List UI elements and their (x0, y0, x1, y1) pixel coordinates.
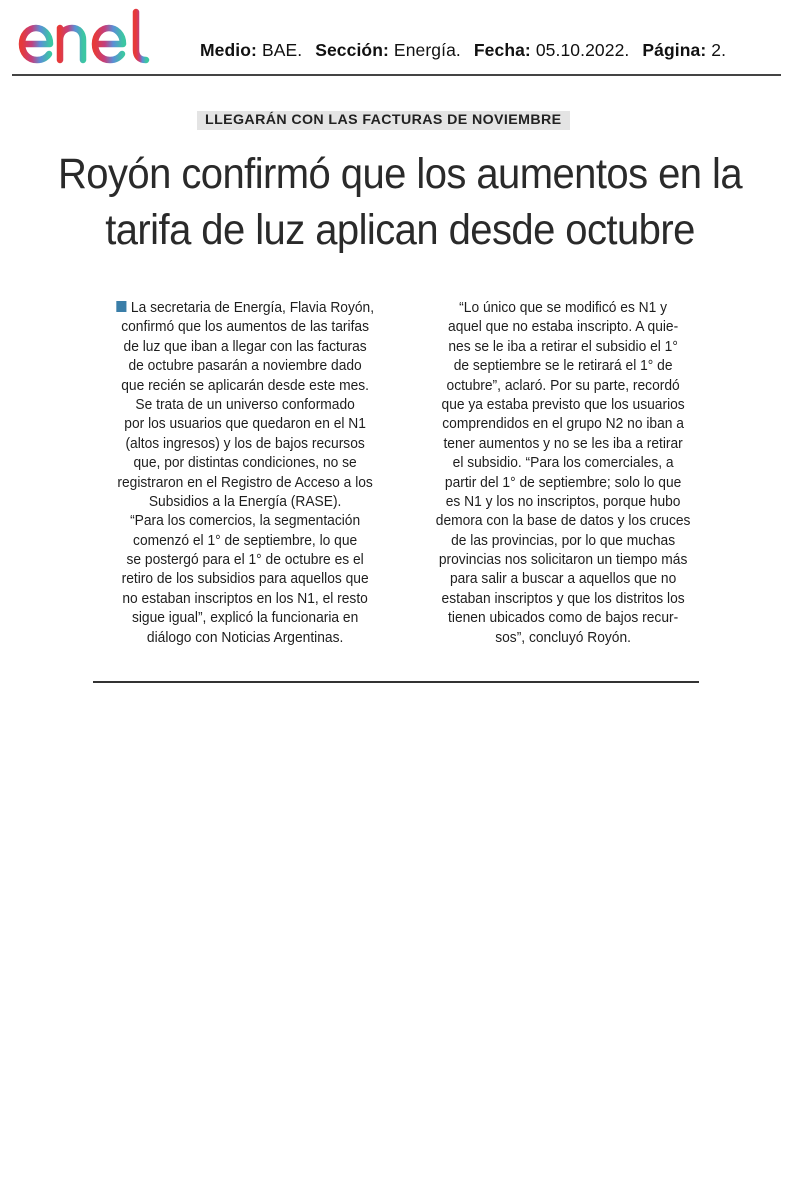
enel-logo (16, 8, 168, 68)
medio-value: BAE. (261, 40, 303, 60)
body-line: para salir a buscar a aquellos que no (449, 570, 677, 588)
seccion-label: Sección: (315, 40, 389, 60)
pagina-value: 2. (711, 40, 727, 60)
body-line: por los usuarios que quedaron en el N1 (124, 415, 366, 433)
body-line: comprendidos en el grupo N2 no iban a (442, 415, 684, 433)
article-end-divider (93, 681, 699, 683)
body-line: retiro de los subsidios para aquellos que (121, 570, 369, 588)
body-line: Se trata de un universo conformado (135, 395, 355, 413)
body-line: comenzó el 1° de septiembre, lo que (133, 531, 358, 549)
headline-line: tarifa de luz aplican desde octubre (105, 206, 695, 254)
body-line: diálogo con Noticias Argentinas. (146, 628, 344, 646)
body-line: de septiembre se le retirará el 1° de (453, 357, 673, 375)
body-line: es N1 y los no inscriptos, porque hubo (445, 492, 681, 510)
body-line: sos”, concluyó Royón. (495, 628, 631, 646)
clipping-metadata (200, 40, 726, 61)
article-headline (47, 146, 754, 258)
seccion-value: Energía. (393, 40, 461, 60)
body-line: nes se le iba a retirar el subsidio el 1° (448, 337, 678, 355)
body-line: sigue igual”, explicó la funcionaria en (131, 609, 359, 627)
body-line: (altos ingresos) y los de bajos recursos (125, 434, 365, 452)
body-line: tienen ubicados como de bajos recur- (448, 609, 679, 627)
body-line: de las provincias, por lo que muchas (451, 531, 676, 549)
article-kicker: LLEGARÁN CON LAS FACTURAS DE NOVIEMBRE (197, 111, 570, 130)
body-line: “Lo único que se modificó es N1 y (459, 299, 668, 316)
body-line: aquel que no estaba inscripto. A quie- (448, 318, 679, 336)
article-column-left (97, 298, 393, 647)
body-line: demora con la base de datos y los cruces (435, 512, 691, 530)
paragraph-marker-icon (116, 301, 126, 312)
fecha-value: 05.10.2022. (535, 40, 630, 60)
clipping-header (0, 0, 800, 76)
pagina-label: Página: (642, 40, 707, 60)
body-line: “Para los comercios, la segmentación (130, 512, 361, 530)
body-line: octubre”, aclaró. Por su parte, recordó (446, 376, 680, 394)
body-line: se postergó para el 1° de octubre es el (126, 551, 364, 569)
body-line: estaban inscriptos y que los distritos los (441, 589, 685, 607)
body-line: que, por distintas condiciones, no se (133, 454, 357, 472)
body-line: que recién se aplicarán desde este mes. (121, 376, 370, 394)
body-line: La secretaria de Energía, Flavia Royón, (97, 298, 393, 317)
medio-label: Medio: (200, 40, 257, 60)
body-line: tener aumentos y no se les iba a retirar (443, 434, 683, 452)
fecha-label: Fecha: (473, 40, 531, 60)
body-line: provincias nos solicitaron un tiempo más (438, 551, 688, 569)
body-line: no estaban inscriptos en los N1, el resto (122, 589, 368, 607)
body-line: Subsidios a la Energía (RASE). (148, 492, 342, 510)
body-line: que ya estaba previsto que los usuarios (441, 395, 685, 413)
body-line: de luz que iban a llegar con las facturas (123, 337, 367, 355)
body-line: partir del 1° de septiembre; solo lo que (444, 473, 682, 491)
body-line: confirmó que los aumentos de las tarifas (121, 318, 370, 336)
headline-line: Royón confirmó que los aumentos en la (57, 150, 743, 198)
header-divider (12, 74, 781, 76)
body-line: el subsidio. “Para los comerciales, a (452, 454, 674, 472)
body-line: registraron en el Registro de Acceso a los (117, 473, 373, 491)
body-line: de octubre pasarán a noviembre dado (128, 357, 362, 375)
article-column-right (415, 298, 711, 647)
